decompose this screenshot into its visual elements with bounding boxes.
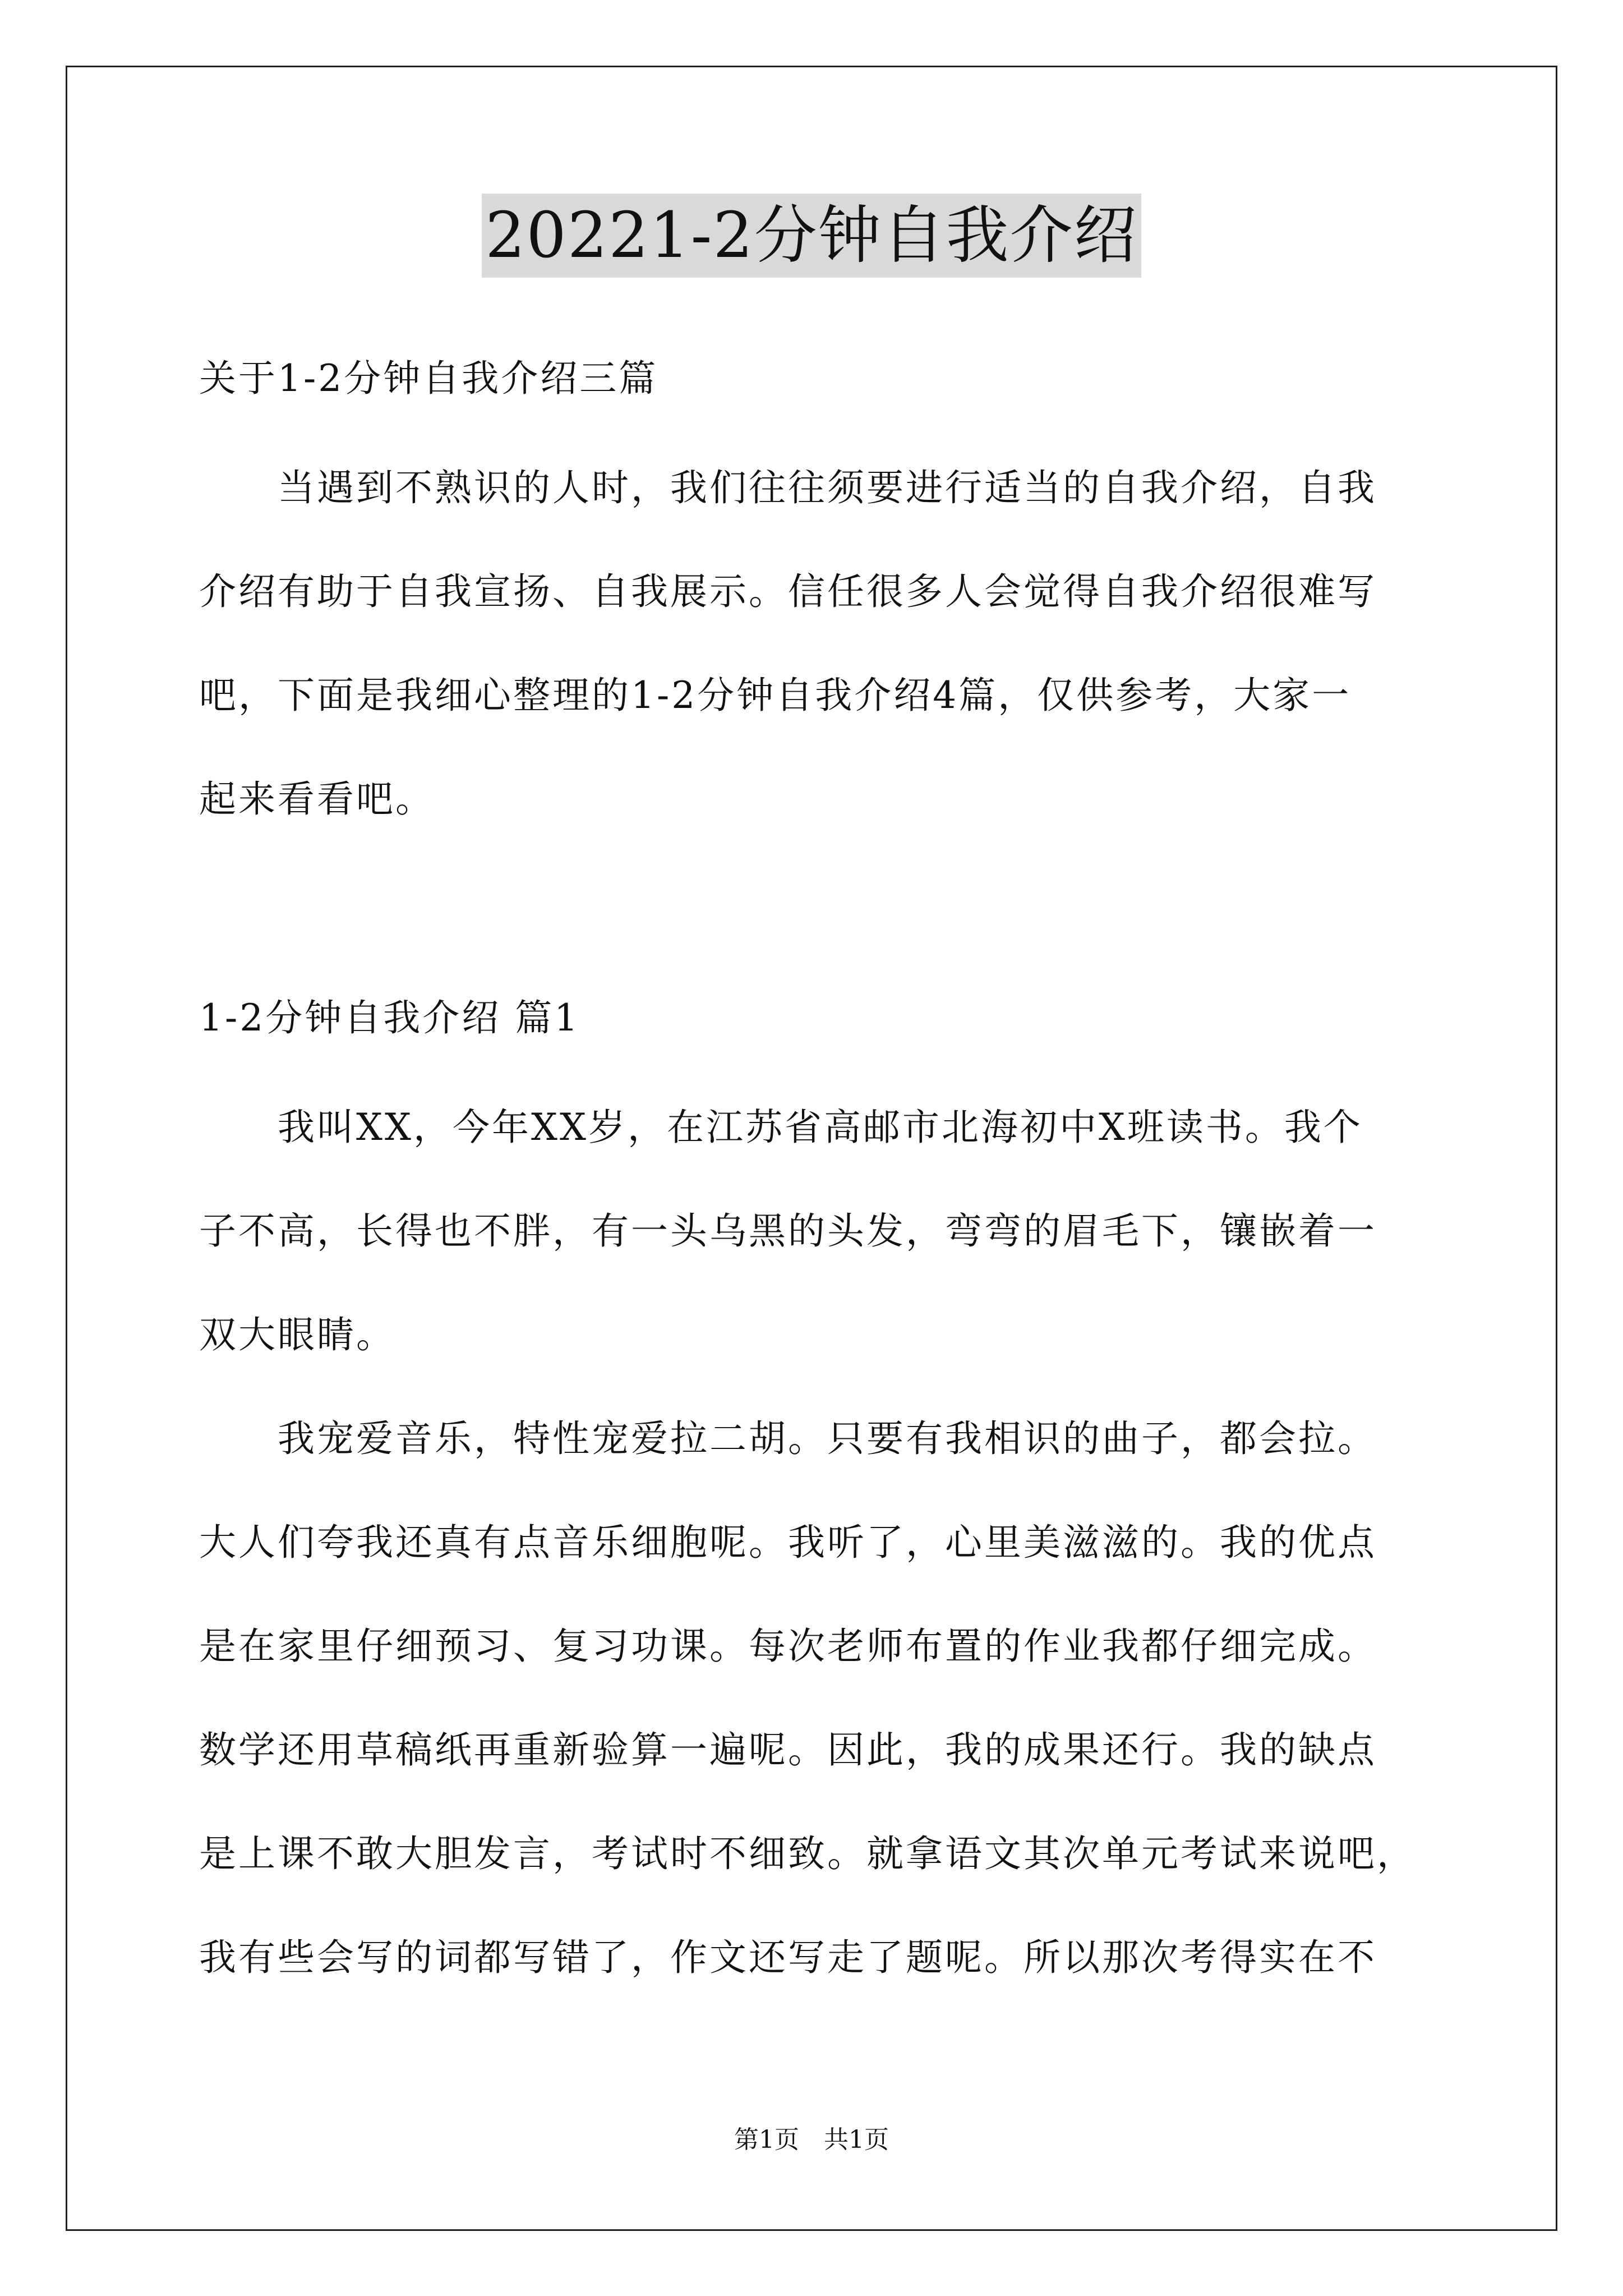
section-heading: 1-2分钟自我介绍 篇1 bbox=[199, 996, 580, 1039]
paragraph-line: 数学还用草稿纸再重新验算一遍呢。因此，我的成果还行。我的缺点 bbox=[199, 1728, 1377, 1772]
document-title: 20221-2分钟自我介绍 bbox=[482, 194, 1141, 278]
intro-line: 吧，下面是我细心整理的1-2分钟自我介绍4篇，仅供参考，大家一 bbox=[199, 674, 1352, 717]
paragraph-line: 子不高，长得也不胖，有一头乌黑的头发，弯弯的眉毛下，镶嵌着一 bbox=[199, 1209, 1377, 1253]
intro-line: 起来看看吧。 bbox=[199, 777, 435, 821]
paragraph-line: 是上课不敢大胆发言，考试时不细致。就拿语文其次单元考试来说吧， bbox=[199, 1832, 1416, 1875]
intro-line: 介绍有助于自我宣扬、自我展示。信任很多人会觉得自我介绍很难写 bbox=[199, 570, 1377, 613]
title-wrap bbox=[0, 194, 1623, 278]
intro-line: 当遇到不熟识的人时，我们往往须要进行适当的自我介绍，自我 bbox=[199, 466, 1377, 509]
page-footer: 第1页 共1页 bbox=[734, 2125, 889, 2154]
paragraph-line: 我有些会写的词都写错了，作文还写走了题呢。所以那次考得实在不 bbox=[199, 1936, 1377, 1979]
paragraph-line: 是在家里仔细预习、复习功课。每次老师布置的作业我都仔细完成。 bbox=[199, 1625, 1377, 1668]
paragraph-line: 大人们夸我还真有点音乐细胞呢。我听了，心里美滋滋的。我的优点 bbox=[199, 1521, 1377, 1564]
paragraph-line: 我宠爱音乐，特性宠爱拉二胡。只要有我相识的曲子，都会拉。 bbox=[199, 1417, 1377, 1460]
document-subtitle: 关于1-2分钟自我介绍三篇 bbox=[199, 357, 658, 400]
paragraph-line: 我叫XX，今年XX岁，在江苏省高邮市北海初中X班读书。我个 bbox=[199, 1106, 1363, 1149]
paragraph-line: 双大眼睛。 bbox=[199, 1313, 395, 1356]
